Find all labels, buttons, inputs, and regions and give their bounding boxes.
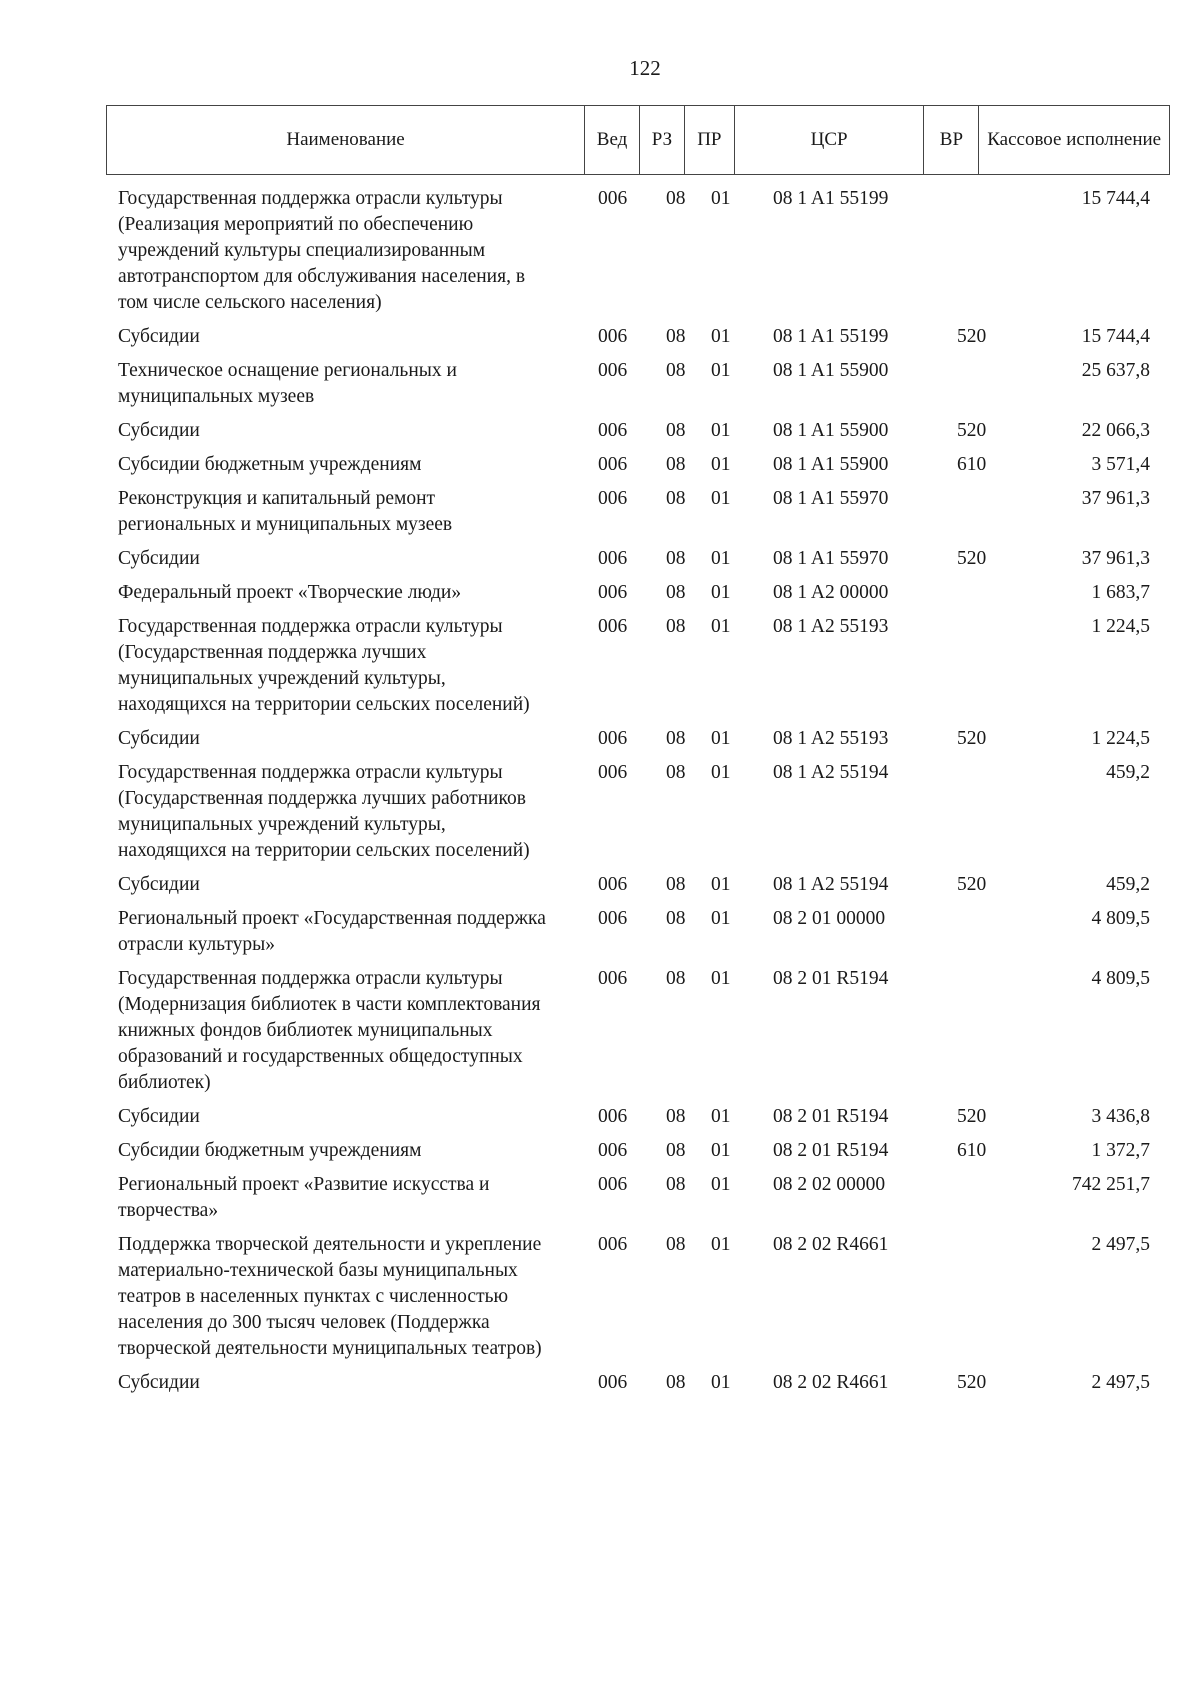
row-ved: 006	[598, 728, 628, 749]
row-pr: 01	[711, 188, 731, 209]
row-ved: 006	[598, 360, 628, 381]
row-csr: 08 2 01 R5194	[773, 1106, 889, 1127]
row-ved: 006	[598, 1140, 628, 1161]
row-ved: 006	[598, 1234, 628, 1255]
row-rz: 08	[666, 582, 686, 603]
row-pr: 01	[711, 1140, 731, 1161]
row-amount: 25 637,8	[1081, 360, 1150, 381]
row-rz: 08	[666, 488, 686, 509]
row-amount: 1 224,5	[1091, 616, 1150, 637]
row-pr: 01	[711, 582, 731, 603]
row-pr: 01	[711, 1106, 731, 1127]
row-name: Поддержка творческой деятельности и укрепление материально-технической базы муниципальных театров в населенных пунктах с численностью населения до 300 тысяч человек (Поддержка творческой деятельности муниципальных театров)	[118, 1234, 542, 1359]
row-amount: 3 436,8	[1091, 1106, 1150, 1127]
row-pr: 01	[711, 616, 731, 637]
row-pr: 01	[711, 968, 731, 989]
row-name: Региональный проект «Развитие искусства и творчества»	[118, 1174, 490, 1221]
row-csr: 08 1 A2 00000	[773, 582, 889, 603]
row-rz: 08	[666, 454, 686, 475]
row-name: Субсидии бюджетным учреждениям	[118, 454, 422, 475]
row-name: Государственная поддержка отрасли культуры (Реализация мероприятий по обеспечению учреждений культуры специализированным автотранспортом для обслуживания населения, в том числе сельского населения)	[118, 188, 526, 313]
row-amount: 3 571,4	[1091, 454, 1150, 475]
row-vr: 520	[957, 1106, 987, 1127]
row-rz: 08	[666, 968, 686, 989]
row-ved: 006	[598, 326, 628, 347]
row-csr: 08 1 A1 55970	[773, 488, 889, 509]
row-name: Реконструкция и капитальный ремонт региональных и муниципальных музеев	[118, 488, 453, 535]
header-rz: РЗ	[640, 106, 685, 174]
row-amount: 2 497,5	[1091, 1372, 1150, 1393]
row-name: Субсидии	[118, 1106, 200, 1127]
row-rz: 08	[666, 360, 686, 381]
table-row	[118, 580, 1163, 606]
row-rz: 08	[666, 1174, 686, 1195]
row-ved: 006	[598, 874, 628, 895]
row-pr: 01	[711, 360, 731, 381]
row-name: Субсидии	[118, 1372, 200, 1393]
header-ved: Вед	[585, 106, 640, 174]
row-ved: 006	[598, 1372, 628, 1393]
row-ved: 006	[598, 1174, 628, 1195]
row-pr: 01	[711, 1372, 731, 1393]
table-row	[118, 1370, 1163, 1396]
row-rz: 08	[666, 1372, 686, 1393]
row-rz: 08	[666, 728, 686, 749]
row-csr: 08 2 01 00000	[773, 908, 886, 929]
row-amount: 1 372,7	[1091, 1140, 1150, 1161]
row-amount: 37 961,3	[1081, 548, 1150, 569]
row-name: Техническое оснащение региональных и муниципальных музеев	[118, 360, 457, 407]
row-ved: 006	[598, 420, 628, 441]
row-vr: 610	[957, 454, 987, 475]
row-rz: 08	[666, 874, 686, 895]
row-ved: 006	[598, 454, 628, 475]
row-rz: 08	[666, 420, 686, 441]
table-row	[118, 966, 1163, 1096]
row-rz: 08	[666, 1234, 686, 1255]
row-rz: 08	[666, 762, 686, 783]
table-row	[118, 486, 1163, 538]
table-body	[118, 186, 1163, 1404]
row-pr: 01	[711, 548, 731, 569]
row-pr: 01	[711, 1174, 731, 1195]
table-row	[118, 760, 1163, 864]
row-name: Государственная поддержка отрасли культуры (Государственная поддержка лучших муниципальных учреждений культуры, находящихся на территории сельских поселений)	[118, 616, 530, 715]
row-ved: 006	[598, 908, 628, 929]
row-vr: 520	[957, 420, 987, 441]
row-csr: 08 1 A1 55199	[773, 326, 889, 347]
row-vr: 520	[957, 874, 987, 895]
row-rz: 08	[666, 188, 686, 209]
table-row	[118, 358, 1163, 410]
row-name: Субсидии	[118, 548, 200, 569]
row-csr: 08 1 A1 55199	[773, 188, 889, 209]
header-pr: ПР	[685, 106, 735, 174]
row-csr: 08 2 01 R5194	[773, 1140, 889, 1161]
row-ved: 006	[598, 1106, 628, 1127]
row-pr: 01	[711, 908, 731, 929]
row-name: Субсидии	[118, 874, 200, 895]
row-pr: 01	[711, 420, 731, 441]
page-number: 122	[629, 56, 661, 80]
row-pr: 01	[711, 326, 731, 347]
row-pr: 01	[711, 454, 731, 475]
row-csr: 08 1 A2 55194	[773, 874, 889, 895]
row-rz: 08	[666, 1106, 686, 1127]
table-header	[106, 105, 1170, 175]
row-vr: 520	[957, 326, 987, 347]
row-csr: 08 2 02 00000	[773, 1174, 886, 1195]
row-csr: 08 1 A1 55900	[773, 420, 889, 441]
row-csr: 08 2 01 R5194	[773, 968, 889, 989]
row-vr: 520	[957, 548, 987, 569]
row-amount: 459,2	[1106, 874, 1150, 895]
row-amount: 22 066,3	[1081, 420, 1150, 441]
row-amount: 742 251,7	[1072, 1174, 1150, 1195]
row-amount: 459,2	[1106, 762, 1150, 783]
row-vr: 610	[957, 1140, 987, 1161]
row-amount: 2 497,5	[1091, 1234, 1150, 1255]
row-name: Субсидии	[118, 420, 200, 441]
row-pr: 01	[711, 874, 731, 895]
row-vr: 520	[957, 1372, 987, 1393]
row-amount: 37 961,3	[1081, 488, 1150, 509]
row-rz: 08	[666, 908, 686, 929]
row-name: Субсидии бюджетным учреждениям	[118, 1140, 422, 1161]
row-name: Федеральный проект «Творческие люди»	[118, 582, 462, 603]
row-ved: 006	[598, 548, 628, 569]
header-kassovoe: Кассовое исполнение	[987, 129, 1162, 150]
table-row	[118, 186, 1163, 316]
row-name: Субсидии	[118, 326, 200, 347]
row-amount: 1 224,5	[1091, 728, 1150, 749]
row-name: Государственная поддержка отрасли культуры (Модернизация библиотек в части комплектования книжных фондов библиотек муниципальных образований и государственных общедоступных библиотек)	[118, 968, 541, 1093]
row-csr: 08 1 A2 55193	[773, 728, 889, 749]
row-pr: 01	[711, 762, 731, 783]
row-csr: 08 1 A1 55970	[773, 548, 889, 569]
table-row	[118, 1232, 1163, 1362]
row-csr: 08 1 A1 55900	[773, 360, 889, 381]
row-rz: 08	[666, 616, 686, 637]
table-row	[118, 452, 1163, 478]
row-pr: 01	[711, 1234, 731, 1255]
row-amount: 1 683,7	[1091, 582, 1150, 603]
row-amount: 15 744,4	[1081, 326, 1150, 347]
table-row	[118, 1172, 1163, 1224]
row-amount: 4 809,5	[1091, 908, 1150, 929]
row-ved: 006	[598, 968, 628, 989]
row-rz: 08	[666, 548, 686, 569]
row-name: Субсидии	[118, 728, 200, 749]
row-csr: 08 2 02 R4661	[773, 1372, 889, 1393]
row-ved: 006	[598, 582, 628, 603]
row-pr: 01	[711, 728, 731, 749]
row-amount: 4 809,5	[1091, 968, 1150, 989]
row-vr: 520	[957, 728, 987, 749]
table-row	[118, 906, 1163, 958]
table-row	[118, 872, 1163, 898]
row-csr: 08 1 A2 55193	[773, 616, 889, 637]
row-ved: 006	[598, 488, 628, 509]
table-row	[118, 726, 1163, 752]
row-ved: 006	[598, 616, 628, 637]
row-rz: 08	[666, 326, 686, 347]
row-csr: 08 1 A2 55194	[773, 762, 889, 783]
row-name: Региональный проект «Государственная поддержка отрасли культуры»	[118, 908, 546, 955]
table-row	[118, 546, 1163, 572]
header-vr: ВР	[924, 106, 979, 174]
header-name: Наименование	[107, 106, 585, 174]
row-pr: 01	[711, 488, 731, 509]
row-name: Государственная поддержка отрасли культуры (Государственная поддержка лучших работников муниципальных учреждений культуры, находящихся на территории сельских поселений)	[118, 762, 530, 861]
row-ved: 006	[598, 762, 628, 783]
table-row	[118, 614, 1163, 718]
table-row	[118, 1138, 1163, 1164]
row-csr: 08 1 A1 55900	[773, 454, 889, 475]
header-csr: ЦСР	[735, 106, 925, 174]
row-ved: 006	[598, 188, 628, 209]
row-amount: 15 744,4	[1081, 188, 1150, 209]
table-row	[118, 324, 1163, 350]
table-row	[118, 1104, 1163, 1130]
table-row	[118, 418, 1163, 444]
row-rz: 08	[666, 1140, 686, 1161]
row-csr: 08 2 02 R4661	[773, 1234, 889, 1255]
